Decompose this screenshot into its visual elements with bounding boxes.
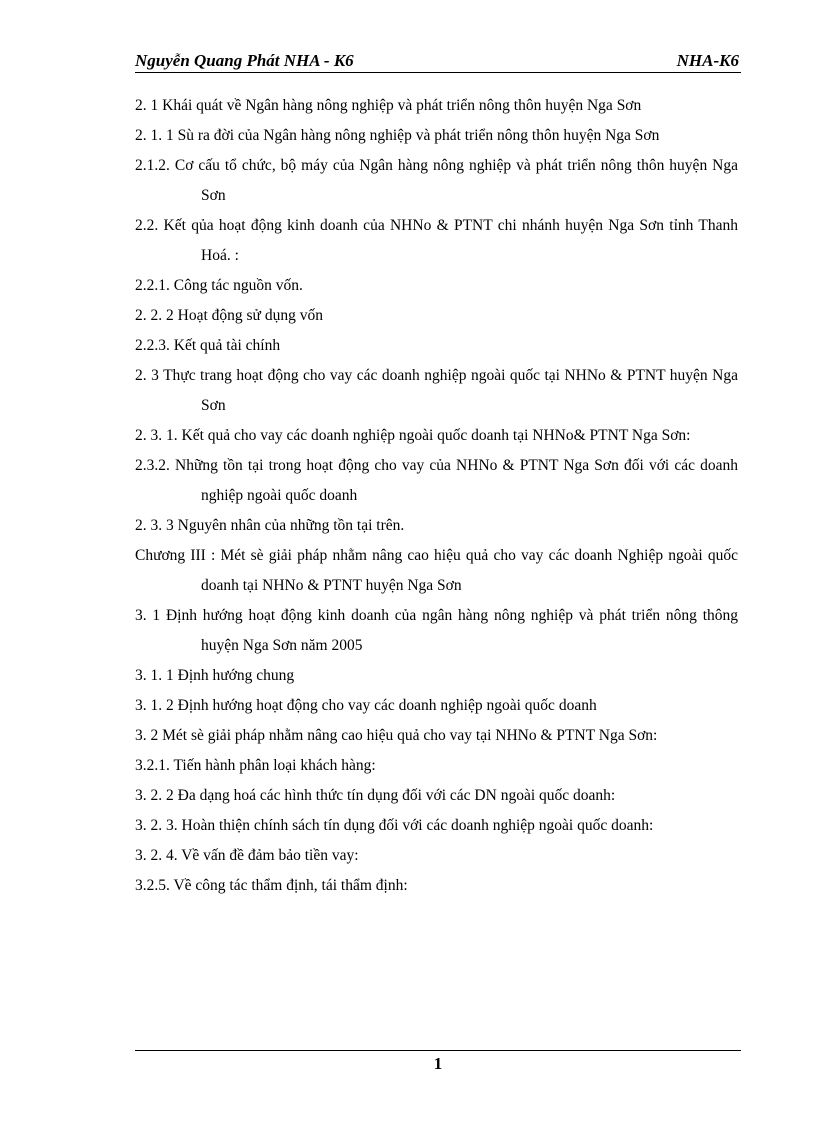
toc-entry-2-2-1: 2.2.1. Công tác nguồn vốn.: [135, 277, 303, 294]
toc-entry-3-2-2: 3. 2. 2 Đa dạng hoá các hình thức tín dụng đối với các DN ngoài quốc doanh:: [135, 787, 616, 804]
toc-entry-3-2-1: 3.2.1. Tiến hành phân loại khách hàng:: [135, 757, 376, 774]
page-number: 1: [433, 1054, 443, 1073]
toc-entry-3-1-2: 3. 1. 2 Định hướng hoạt động cho vay các doanh nghiệp ngoài quốc doanh: [135, 697, 597, 714]
toc-entry-2-2-2: 2. 2. 2 Hoạt động sử dụng vốn: [135, 307, 323, 324]
toc-entry-2-2-3: 2.2.3. Kết quả tài chính: [135, 337, 281, 354]
toc-entry-2-1-1: 2. 1. 1 Sù ra đời của Ngân hàng nông nghiệp và phát triển nông thôn huyện Nga Sơn: [135, 127, 660, 144]
toc-entry-3-2-4: 3. 2. 4. Về vấn đề đảm bảo tiền vay:: [135, 847, 359, 864]
toc-entry-2-3-1: 2. 3. 1. Kết quả cho vay các doanh nghiệp ngoài quốc doanh tại NHNo& PTNT Nga Sơn:: [135, 427, 691, 444]
toc-entry-2-3: 2. 3 Thực trang hoạt động cho vay các doanh nghiệp ngoài quốc tại NHNo & PTNT huyện Nga Sơn: [135, 367, 738, 414]
page-header: [135, 50, 741, 73]
toc-entry-2-2: 2.2. Kết qủa hoạt động kinh doanh của NHNo & PTNT chi nhánh huyện Nga Sơn tỉnh Thanh Hoá. :: [135, 217, 738, 264]
footer-divider: [135, 1050, 741, 1051]
header-author-title: Nguyễn Quang Phát NHA - K6: [135, 51, 354, 70]
toc-entry-3-2: 3. 2 Mét sè giải pháp nhằm nâng cao hiệu quả cho vay tại NHNo & PTNT Nga Sơn:: [135, 727, 658, 744]
toc-entry-3-1: 3. 1 Định hướng hoạt động kinh doanh của ngân hàng nông nghiệp và phát triển nông thông huyện Nga Sơn năm 2005: [135, 607, 738, 654]
toc-entry-2-1: 2. 1 Khái quát về Ngân hàng nông nghiệp và phát triển nông thôn huyện Nga Sơn: [135, 97, 642, 114]
toc-entry-2-3-2: 2.3.2. Những tồn tại trong hoạt động cho vay của NHNo & PTNT Nga Sơn đối với các doanh nghiệp ngoài quốc doanh: [135, 457, 738, 504]
toc-entry-2-1-2: 2.1.2. Cơ cấu tổ chức, bộ máy của Ngân hàng nông nghiệp và phát triển nông thôn huyện Nga Sơn: [135, 157, 738, 204]
toc-entry-3-1-1: 3. 1. 1 Định hướng chung: [135, 667, 295, 684]
toc-entry-3-2-5: 3.2.5. Về công tác thẩm định, tái thẩm định:: [135, 877, 408, 894]
header-class-code: NHA-K6: [676, 51, 739, 70]
toc-entry-3-2-3: 3. 2. 3. Hoàn thiện chính sách tín dụng đối với các doanh nghiệp ngoài quốc doanh:: [135, 817, 654, 834]
toc-entry-2-3-3: 2. 3. 3 Nguyên nhân của những tồn tại trên.: [135, 517, 405, 534]
toc-entry-chapter-3: Chương III : Mét sè giải pháp nhằm nâng cao hiệu quả cho vay các doanh Nghiệp ngoài quốc doanh tại NHNo & PTNT huyện Nga Sơn: [135, 547, 738, 594]
table-of-contents: [135, 91, 738, 901]
